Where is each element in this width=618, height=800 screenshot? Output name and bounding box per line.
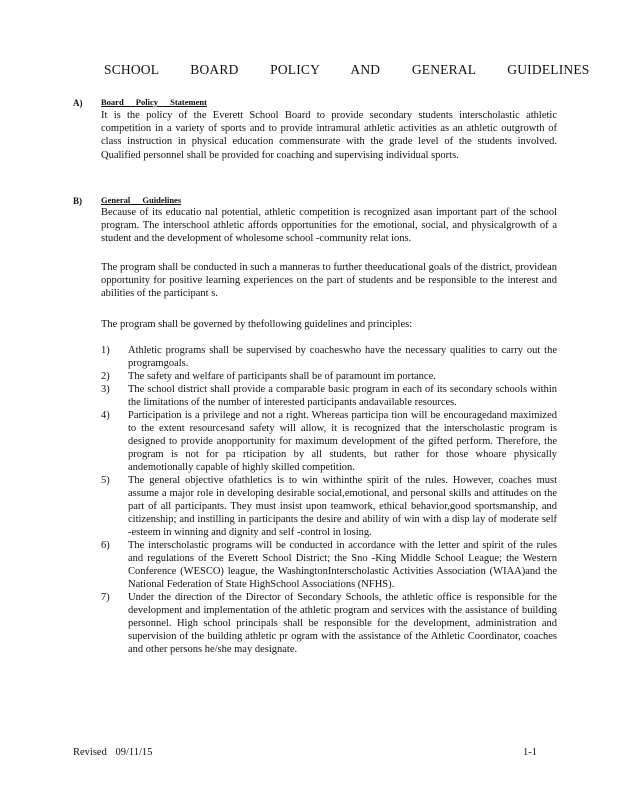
section-b-heading: General Guidelines: [101, 195, 182, 205]
page-number: 1-1: [523, 747, 537, 758]
item-number: 1): [101, 345, 110, 356]
list-item: [101, 474, 557, 539]
list-item: [101, 591, 557, 656]
item-text: The general objective ofathletics is to win withinthe spirit of the rules. However, coaches must assume a major role in developing desirable social,emotional, and personal skills and attitudes on the part of all participants. They must insist upon teamwork, ethical behavior,good sportsmanship, and citizenship; and instilling in participants the desire and ability of win with a disp lay of moderate self -esteem in winning and dignity and self -control in losing.: [128, 475, 557, 538]
list-item: [101, 383, 557, 409]
guidelines-list: [101, 344, 557, 656]
revised-date: Revised 09/11/15: [73, 747, 153, 758]
list-item: [101, 344, 557, 370]
section-a-heading: Board Policy Statement: [101, 97, 207, 107]
list-item: [101, 539, 557, 591]
item-text: Participation is a privilege and not a right. Whereas participa tion will be encouragedand maximized to the extent resourcesand safety will allow, it is recognized that the interscholastic program is designed to provide anopportunity for maximum development of the gifted perform. Therefore, the program is not for pa rticipation by all students, but rather for those whoare physically andemotionally capable of highly skilled competition.: [128, 410, 557, 473]
item-number: 3): [101, 384, 110, 395]
list-item: [101, 409, 557, 474]
item-number: 6): [101, 540, 110, 551]
item-text: The school district shall provide a comparable basic program in each of its secondary schools within the limitations of the number of interested participants andavailable resources.: [128, 384, 557, 408]
item-number: 2): [101, 371, 110, 382]
item-text: The interscholastic programs will be conducted in accordance with the letter and spirit of the rules and regulations of the Everett School District; the Sno -King Middle School League; the Western Conference (WESCO) league, the WashingtonInterscholastic Activities Association (WIAA)and the National Federation of State HighSchool Associations (NFHS).: [128, 540, 557, 590]
general-guidelines-paragraph-1: Because of its educatio nal potential, athletic competition is recognized asan important part of the school program. The interschool athletic affords opportunities for the emotional, social, and physicalgrowth of a student and the development of wholesome school -community relat ions.: [101, 207, 557, 245]
list-item: [101, 370, 557, 383]
section-a-letter: A): [73, 98, 83, 108]
general-guidelines-paragraph-3: The program shall be governed by thefollowing guidelines and principles:: [101, 319, 413, 330]
item-number: 4): [101, 410, 110, 421]
board-policy-statement-text: It is the policy of the Everett School Board to provide secondary students interscholastic athletic competition in a variety of sports and to provide intramural athletic activities as an athletic outgrowth of class instruction in physical education commensurate with the grade level of the students involved. Qualified personnel shall be provided for coaching and supervising individual sports.: [101, 110, 557, 161]
item-text: Under the direction of the Director of Secondary Schools, the athletic office is responsible for the development and implementation of the athletic program and services with the assistance of building personnel. High school principals shall be responsible for the development, administration and supervision of the building athletic pr ogram with the assistance of the Athletic Coordinator, coaches and other persons he/she may designate.: [128, 592, 557, 655]
item-text: The safety and welfare of participants shall be of paramount im portance.: [128, 371, 436, 382]
item-text: Athletic programs shall be supervised by coacheswho have the necessary qualities to carry out the programgoals.: [128, 345, 557, 369]
document-title: SCHOOL BOARD POLICY AND GENERAL GUIDELINES: [104, 62, 590, 77]
item-number: 5): [101, 475, 110, 486]
section-b-letter: B): [73, 196, 82, 206]
item-number: 7): [101, 592, 110, 603]
general-guidelines-paragraph-2: The program shall be conducted in such a manneras to further theeducational goals of the district, providean opportunity for positive learning experiences on the part of students and be responsible to the interest and abilities of the participant s.: [101, 262, 557, 300]
